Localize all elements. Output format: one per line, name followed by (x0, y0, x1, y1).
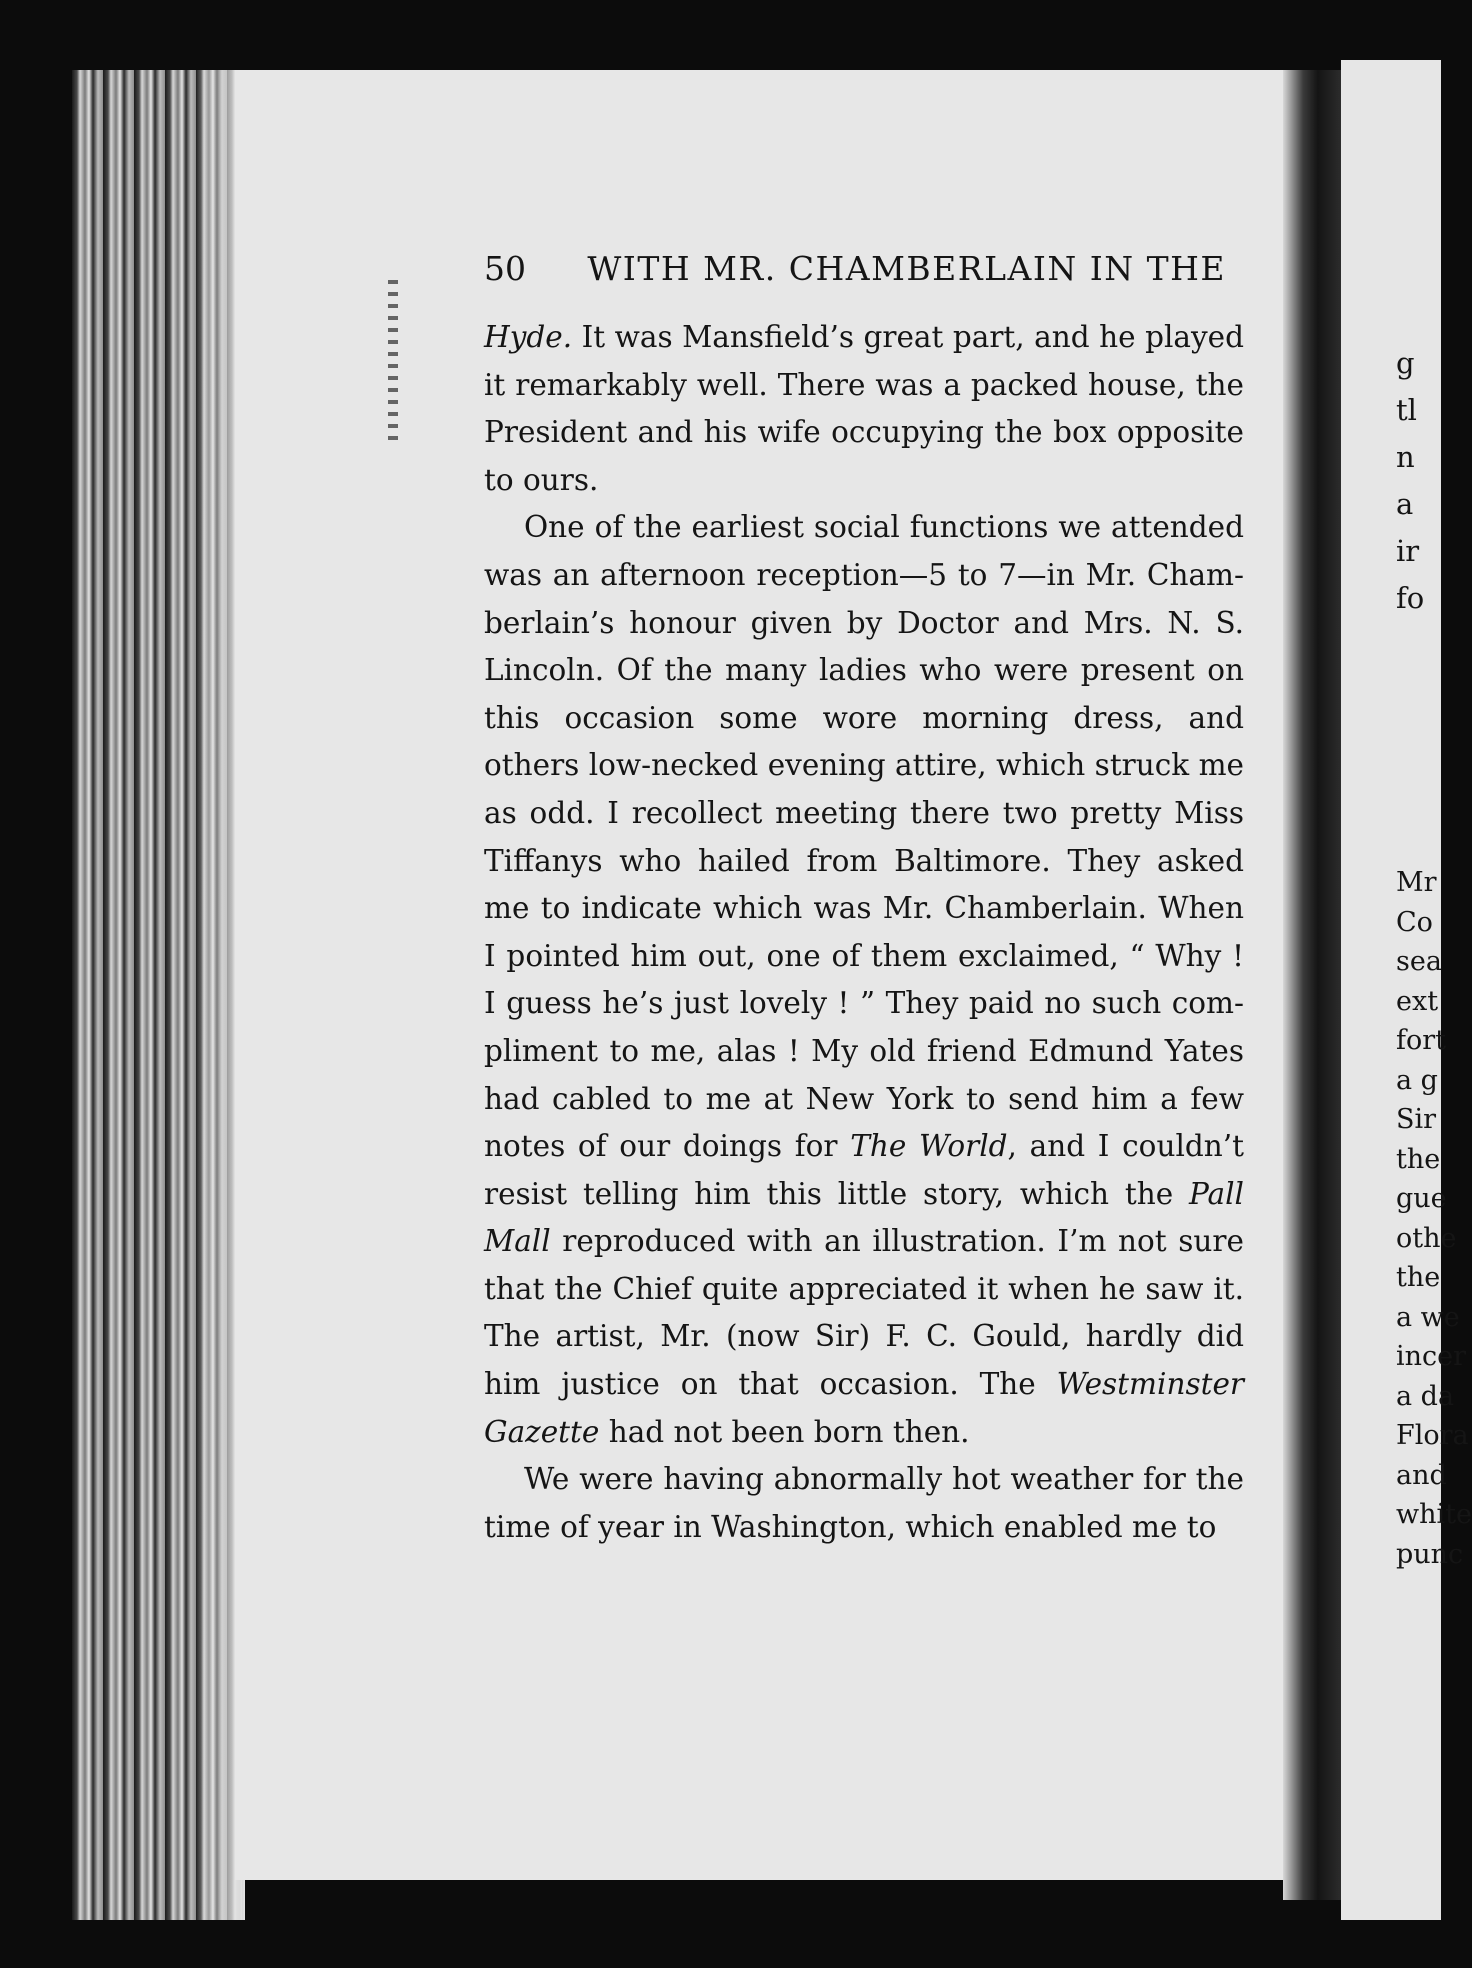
paragraph (484, 504, 1244, 1456)
running-header (484, 243, 1226, 293)
facing-page-text-top (1396, 340, 1446, 622)
paragraph (484, 1456, 1244, 1551)
text-run: We were having abnormally hot weather for the time of year in Washington, which enabled me to (484, 1462, 1244, 1544)
facing-line: othe (1396, 1222, 1457, 1254)
facing-line: Flora (1396, 1420, 1469, 1451)
facing-line: fort (1396, 1025, 1447, 1056)
italic-text: Westminster Gazette (484, 1367, 1244, 1449)
page-number: 50 (484, 248, 526, 288)
facing-line: sea (1396, 946, 1442, 977)
facing-line: the (1396, 1262, 1441, 1293)
facing-line: a (1396, 487, 1414, 521)
facing-line: ir (1396, 534, 1420, 568)
facing-line: gue (1396, 1183, 1447, 1214)
page-body-text (484, 314, 1244, 1551)
facing-page-text-bottom (1396, 863, 1472, 1574)
paragraph (484, 314, 1244, 504)
page-gutter (1283, 70, 1341, 1900)
text-run: , and I couldn’t resist telling him this little story, which the (484, 1129, 1244, 1211)
facing-line: punc (1396, 1538, 1464, 1570)
facing-line: and (1396, 1459, 1447, 1491)
italic-text: The World (850, 1129, 1008, 1164)
facing-line: a g (1396, 1064, 1438, 1096)
facing-line: incer (1396, 1341, 1467, 1372)
text-run: One of the earliest social functions we attended was an afternoon reception—5 to 7—in Mr. Chamberlain’s honour given by Doctor and Mrs. N. S. Lincoln. Of the many ladies who were present on this occasion some wore morning dress, and others low-necked evening attire, which struck me as odd. I recollect meeting there two pretty Miss Tiffanys who hailed from Baltimore. They asked me to indicate which was Mr. Chamberlain. When I pointed him out, one of them exclaimed, “ Why ! I guess he’s just lovely ! ” They paid no such compliment to me, alas ! My old friend Edmund Yates had cabled to me at New York to send him a few notes of our doings for (484, 510, 1244, 1164)
facing-line: Co (1396, 906, 1433, 938)
facing-line: n (1396, 440, 1415, 474)
text-run: It was Mansfield’s great part, and he played it remarkably well. There was a packed house, the President and his wife occupying the box opposite to ours. (484, 320, 1244, 497)
facing-line: the (1396, 1143, 1441, 1175)
facing-line: a we (1396, 1301, 1460, 1333)
facing-line: Mr (1396, 867, 1437, 898)
italic-text: Hyde. (484, 320, 573, 354)
facing-line: Sir (1396, 1104, 1437, 1135)
margin-marks (388, 280, 398, 440)
text-run: had not been born then. (599, 1414, 970, 1449)
facing-line: a da (1396, 1380, 1455, 1412)
facing-line: white (1396, 1499, 1472, 1530)
facing-line: ext (1396, 985, 1439, 1017)
running-title: WITH MR. CHAMBERLAIN IN THE (587, 248, 1226, 288)
facing-line: tl (1396, 393, 1417, 427)
text-run: reproduced with an illustration. I’m not sure that the Chief quite appreciated it when he saw it. The artist, Mr. (now Sir) F. C. Gould, hardly did him justice on that occasion. The (484, 1224, 1244, 1402)
facing-line: fo (1396, 581, 1425, 615)
italic-text: Pall Mall (484, 1176, 1244, 1259)
facing-line: g (1396, 346, 1415, 380)
